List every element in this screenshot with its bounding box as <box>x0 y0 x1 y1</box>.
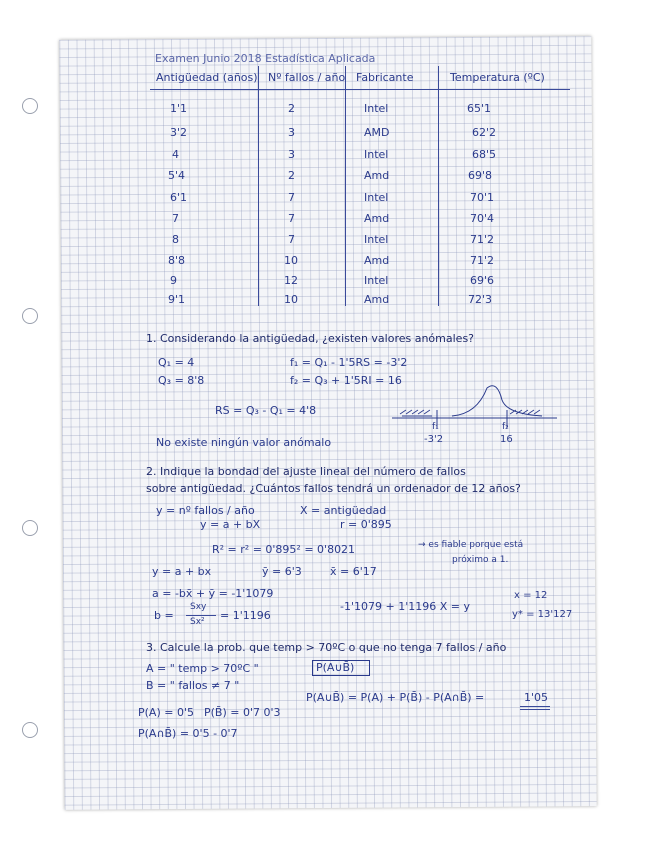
table-cell: 3'2 <box>170 126 188 139</box>
table-column-divider <box>438 66 439 306</box>
table-cell: 62'2 <box>472 126 497 139</box>
table-cell: Amd <box>364 212 390 225</box>
q3-event-a: A = " temp > 70ºC " <box>146 662 259 675</box>
table-cell: Intel <box>364 191 389 204</box>
sketch-label-f1: f₁ <box>432 422 439 432</box>
table-cell: 69'6 <box>470 274 495 287</box>
q2-slope-label: b = <box>154 609 174 622</box>
q2-comment-line2: próximo a 1. <box>452 555 509 565</box>
q3-prob-not-b: P(B̄) = 0'7 0'3 <box>204 706 281 719</box>
q2-r-squared: R² = r² = 0'895² = 0'8021 <box>212 543 356 556</box>
q2-prediction-equation: -1'1079 + 1'1196 X = y <box>340 600 470 613</box>
column-header-fallos: Nº fallos / año <box>268 71 346 84</box>
binder-hole <box>22 722 38 738</box>
q2-x-value: x = 12 <box>514 590 548 601</box>
table-cell: Amd <box>364 254 390 267</box>
sketch-label-f2: f₂ <box>502 422 509 432</box>
table-cell: 71'2 <box>470 254 495 267</box>
table-cell: 3 <box>288 126 295 139</box>
table-cell: 6'1 <box>170 191 188 204</box>
q2-comment-line1: → es fiable porque está <box>418 540 524 550</box>
table-cell: Amd <box>364 293 390 306</box>
exam-title: Examen Junio 2018 Estadística Aplicada <box>155 52 376 65</box>
binder-hole <box>22 98 38 114</box>
table-cell: 71'2 <box>470 233 495 246</box>
table-cell: Intel <box>364 148 389 161</box>
table-cell: 3 <box>288 148 295 161</box>
q2-equation: y = a + bx <box>152 565 212 578</box>
table-cell: Intel <box>364 274 389 287</box>
table-cell: AMD <box>364 126 390 139</box>
table-cell: 12 <box>284 274 298 287</box>
q1-range: RS = Q₃ - Q₁ = 4'8 <box>215 404 317 417</box>
q2-x-mean: x̄ = 6'17 <box>330 565 377 578</box>
table-column-divider <box>345 66 346 306</box>
table-column-divider <box>258 66 259 306</box>
q3-question: 3. Calcule la prob. que temp > 70ºC o que no tenga 7 fallos / año <box>146 641 507 654</box>
q2-x-definition: X = antigüedad <box>300 504 387 517</box>
table-cell: 2 <box>288 102 295 115</box>
table-cell: 7 <box>288 191 295 204</box>
binder-hole <box>22 308 38 324</box>
table-cell: 9'1 <box>168 293 186 306</box>
table-cell: Intel <box>364 102 389 115</box>
q2-correlation: r = 0'895 <box>340 518 392 531</box>
q2-model: y = a + bX <box>200 518 261 531</box>
table-cell: 69'8 <box>468 169 493 182</box>
table-cell: 70'4 <box>470 212 495 225</box>
q2-intercept: a = -bx̄ + ȳ = -1'1079 <box>152 587 274 600</box>
table-cell: 8 <box>172 233 179 246</box>
q2-slope-value: = 1'1196 <box>220 609 271 622</box>
table-cell: 7 <box>172 212 179 225</box>
q2-prediction-result: y* = 13'127 <box>512 609 573 620</box>
result-underline <box>520 706 550 707</box>
q2-slope-denominator: Sx² <box>190 617 205 627</box>
result-underline <box>520 709 550 710</box>
table-cell: Intel <box>364 233 389 246</box>
q1-fence-upper: f₂ = Q₃ + 1'5RI = 16 <box>290 374 402 387</box>
sketch-value-f1: -3'2 <box>424 434 444 445</box>
column-header-antiguedad: Antigüedad (años) <box>156 71 258 84</box>
table-cell: 10 <box>284 293 298 306</box>
q3-formula: P(A∪B̄) = P(A) + P(B̄) - P(A∩B̄) = <box>306 691 485 704</box>
table-cell: 70'1 <box>470 191 495 204</box>
column-header-fabricante: Fabricante <box>356 71 414 84</box>
column-header-temperatura: Temperatura (ºC) <box>450 71 545 84</box>
q1-quartile-1: Q₁ = 4 <box>158 356 195 369</box>
table-cell: 9 <box>170 274 177 287</box>
q1-fence-lower: f₁ = Q₁ - 1'5RS = -3'2 <box>290 356 408 369</box>
q1-question: 1. Considerando la antigüedad, ¿existen valores anómales? <box>146 332 475 345</box>
table-header-rule <box>150 89 570 90</box>
q2-y-mean: ȳ = 6'3 <box>262 565 302 578</box>
table-cell: 65'1 <box>467 102 492 115</box>
table-cell: 68'5 <box>472 148 497 161</box>
q3-boxed-label: P(A∪B̄) <box>316 661 355 674</box>
table-cell: 7 <box>288 233 295 246</box>
table-cell: 72'3 <box>468 293 493 306</box>
q3-result: 1'05 <box>524 691 549 704</box>
q2-question-line1: 2. Indique la bondad del ajuste lineal del número de fallos <box>146 465 466 478</box>
q2-slope-numerator: Sxy <box>190 602 207 612</box>
distribution-sketch <box>392 380 562 450</box>
table-cell: 10 <box>284 254 298 267</box>
q2-y-definition: y = nº fallos / año <box>156 504 255 517</box>
fraction-bar <box>186 615 216 616</box>
table-cell: 5'4 <box>168 169 186 182</box>
binder-hole <box>22 520 38 536</box>
q3-event-b: B = " fallos ≠ 7 " <box>146 679 240 692</box>
table-cell: 7 <box>288 212 295 225</box>
q1-conclusion: No existe ningún valor anómalo <box>156 436 332 449</box>
table-cell: 1'1 <box>170 102 188 115</box>
q3-prob-a: P(A) = 0'5 <box>138 706 194 719</box>
table-cell: 4 <box>172 148 179 161</box>
table-cell: 2 <box>288 169 295 182</box>
q1-quartile-3: Q₃ = 8'8 <box>158 374 205 387</box>
q3-prob-intersection: P(A∩B̄) = 0'5 - 0'7 <box>138 727 238 740</box>
sketch-value-f2: 16 <box>500 434 513 445</box>
table-cell: 8'8 <box>168 254 186 267</box>
table-cell: Amd <box>364 169 390 182</box>
q2-question-line2: sobre antigüedad. ¿Cuántos fallos tendrá un ordenador de 12 años? <box>146 482 521 495</box>
